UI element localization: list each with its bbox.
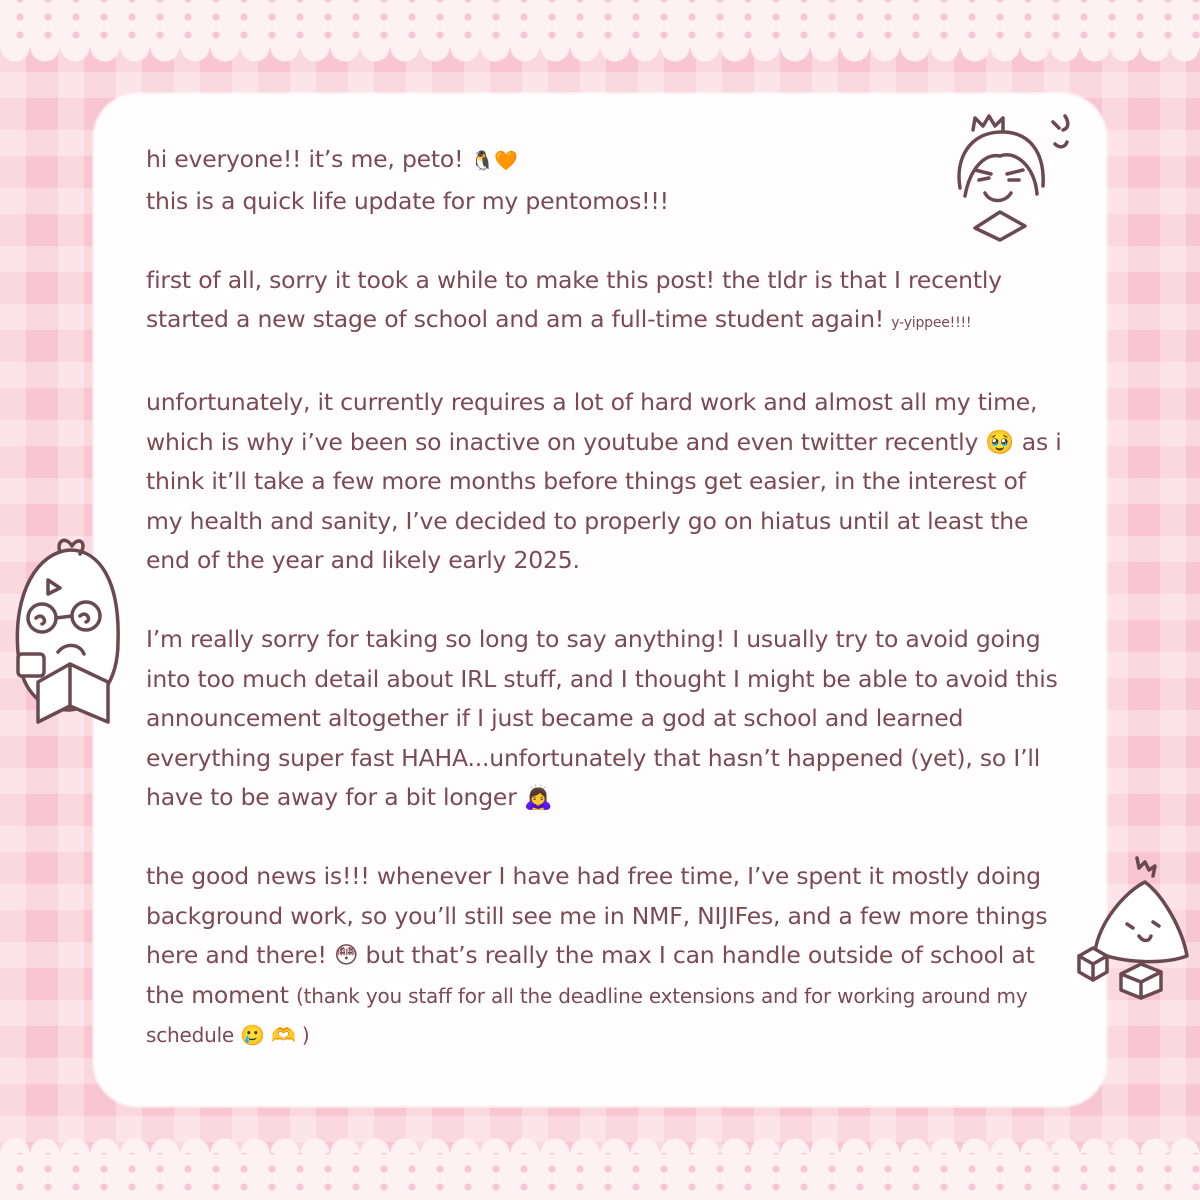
paragraph-apology: I’m really sorry for taking so long to say anything! I usually try to avoid going into too much detail about IRL stuff, and I thought I might be able to avoid this announcement altogether if I just became a god at school and learned everything super fast HAHA...unfortunately that hasn’t happened (yet), so I’ll have to be away for a bit longer 🙇‍♀️ xyxy=(146,625,1058,811)
good-news-text: the good news is!!! whenever I have had free time, I’ve spent it mostly doing background work, so you’ll still see me in NMF, NIJIFes, and a few more things here and there! 😳 but that’s really the max I can handle outside of school at the moment xyxy=(146,862,1048,1009)
lace-border-bottom xyxy=(0,1152,1200,1200)
paragraph-hiatus: unfortunately, it currently requires a lot of hard work and almost all my time, which is why i’ve been so inactive on youtube and even twitter recently 🥹 as i think it’ll take a few more months before things get easier, in the interest of my health and sanity, I’ve decided to properly go on hiatus until at least the end of the year and likely early 2025. xyxy=(146,388,1062,574)
paragraph-school xyxy=(146,261,1066,344)
crying-character-doodle xyxy=(945,108,1085,248)
greeting-text: hi everyone!! it’s me, peto! xyxy=(146,145,464,173)
intro-paragraph xyxy=(146,140,1066,221)
paragraph-good-news xyxy=(146,857,1066,1055)
studying-character-doodle xyxy=(8,532,132,732)
mascot-gifts-doodle xyxy=(1065,852,1200,1002)
thanks-aside: (thank you staff for all the deadline extensions and for working around my schedule 🥲 🫶 ) xyxy=(146,983,1028,1047)
post-text xyxy=(146,140,1066,1055)
yippee-aside: y-yippee!!!! xyxy=(891,315,972,331)
school-text: first of all, sorry it took a while to make this post! the tldr is that I recently started a new stage of school and am a full-time student again! xyxy=(146,265,1002,333)
lace-border-top xyxy=(0,0,1200,48)
penguin-heart-emoji: 🐧🧡 xyxy=(470,150,518,172)
update-line: this is a quick life update for my pentomos!!! xyxy=(146,186,669,215)
